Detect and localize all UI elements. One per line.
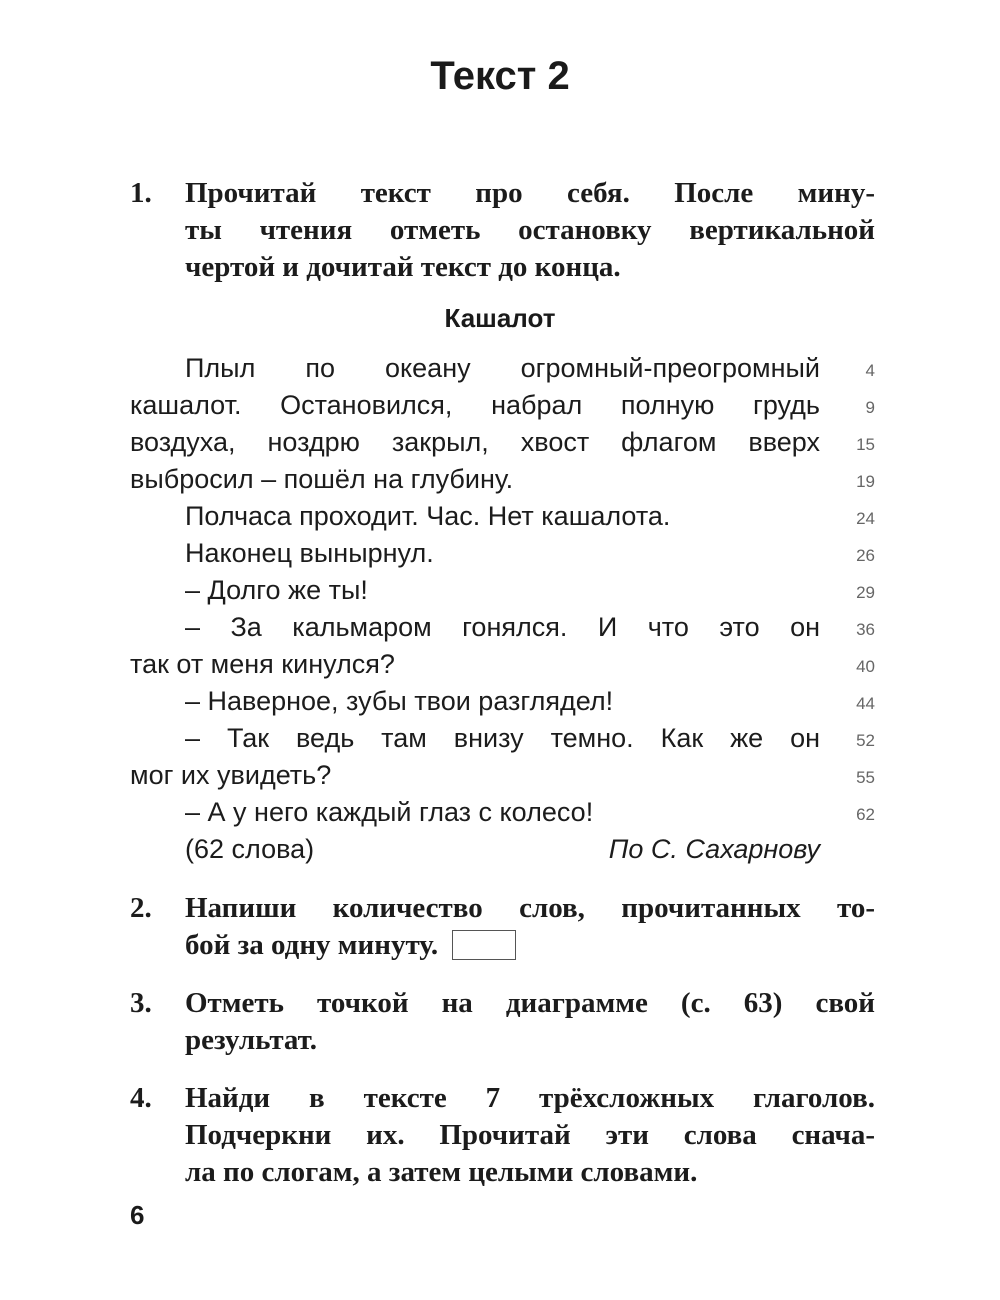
task-number: 4. xyxy=(130,1082,152,1114)
story-line-text: – Наверное, зубы твои разглядел! xyxy=(185,686,614,716)
task-line: результат. xyxy=(185,1024,317,1056)
story-footer xyxy=(130,831,875,868)
story-line xyxy=(130,646,875,683)
word-counter: 40 xyxy=(856,657,875,676)
page-title: Текст 2 xyxy=(430,54,570,98)
task-line: ла по слогам, а затем целыми словами. xyxy=(185,1156,698,1188)
task-line: Найди в тексте 7 трёхсложных глаголов. xyxy=(185,1082,875,1114)
story-line xyxy=(130,572,875,609)
story-line xyxy=(130,535,875,572)
task-text xyxy=(185,1080,875,1191)
story-line xyxy=(130,757,875,794)
page-number: 6 xyxy=(130,1200,145,1230)
story-line-text: выбросил – пошёл на глубину. xyxy=(130,464,514,494)
author-credit: По С. Сахарнову xyxy=(608,834,820,864)
story-line-text: Наконец вынырнул. xyxy=(185,538,434,568)
task-line: чертой и дочитай текст до конца. xyxy=(185,251,621,283)
word-counter: 52 xyxy=(856,731,875,750)
story-line-text: – Так ведь там внизу темно. Как же он xyxy=(185,723,820,753)
story-line xyxy=(130,424,875,461)
word-counter: 4 xyxy=(865,361,875,380)
task-text xyxy=(185,175,875,286)
task-line: Отметь точкой на диаграмме (с. 63) свой xyxy=(185,987,875,1019)
story-text xyxy=(130,350,875,868)
word-counter: 19 xyxy=(856,472,875,491)
story-line-text: кашалот. Остановился, набрал полную грудь xyxy=(130,390,820,420)
task-number: 3. xyxy=(130,987,152,1019)
story-line-text: Полчаса проходит. Час. Нет кашалота. xyxy=(185,501,671,531)
story-line-text: – Долго же ты! xyxy=(185,575,368,605)
story-line xyxy=(130,720,875,757)
word-counter: 26 xyxy=(856,546,875,565)
story-line-text: – А у него каждый глаз с колесо! xyxy=(185,797,594,827)
task-line: ты чтения отметь остановку вертикальной xyxy=(185,214,875,246)
task-line: Подчеркни их. Прочитай эти слова снача- xyxy=(185,1119,875,1151)
task-number: 2. xyxy=(130,892,152,924)
story-line-text: так от меня кинулся? xyxy=(130,649,395,679)
total-word-count: (62 слова) xyxy=(185,834,315,864)
story-line xyxy=(130,387,875,424)
story-line xyxy=(130,350,875,387)
story-line xyxy=(130,461,875,498)
story-title: Кашалот xyxy=(444,303,556,333)
word-counter: 29 xyxy=(856,583,875,602)
story-line xyxy=(130,609,875,646)
task-line: Напиши количество слов, прочитанных то- xyxy=(185,892,875,924)
story-line xyxy=(130,498,875,535)
story-line xyxy=(130,683,875,720)
task-text xyxy=(185,890,875,964)
task-number: 1. xyxy=(130,177,152,209)
story-line-text: мог их увидеть? xyxy=(130,760,332,790)
word-counter: 9 xyxy=(865,398,875,417)
task-line-with-box xyxy=(185,927,875,964)
task-line: бой за одну минуту. xyxy=(185,929,439,961)
task-text xyxy=(185,985,875,1059)
story-line xyxy=(130,794,875,831)
answer-box[interactable] xyxy=(452,930,516,960)
story-line-text: Плыл по океану огромный-преогромный xyxy=(185,353,820,383)
word-counter: 44 xyxy=(856,694,875,713)
word-counter: 55 xyxy=(856,768,875,787)
word-counter: 24 xyxy=(856,509,875,528)
story-line-text: – За кальмаром гонялся. И что это он xyxy=(185,612,820,642)
word-counter: 15 xyxy=(856,435,875,454)
word-counter: 62 xyxy=(856,805,875,824)
word-counter: 36 xyxy=(856,620,875,639)
story-line-text: воздуха, ноздрю закрыл, хвост флагом вверх xyxy=(130,427,820,457)
task-line: Прочитай текст про себя. После мину- xyxy=(185,177,875,209)
